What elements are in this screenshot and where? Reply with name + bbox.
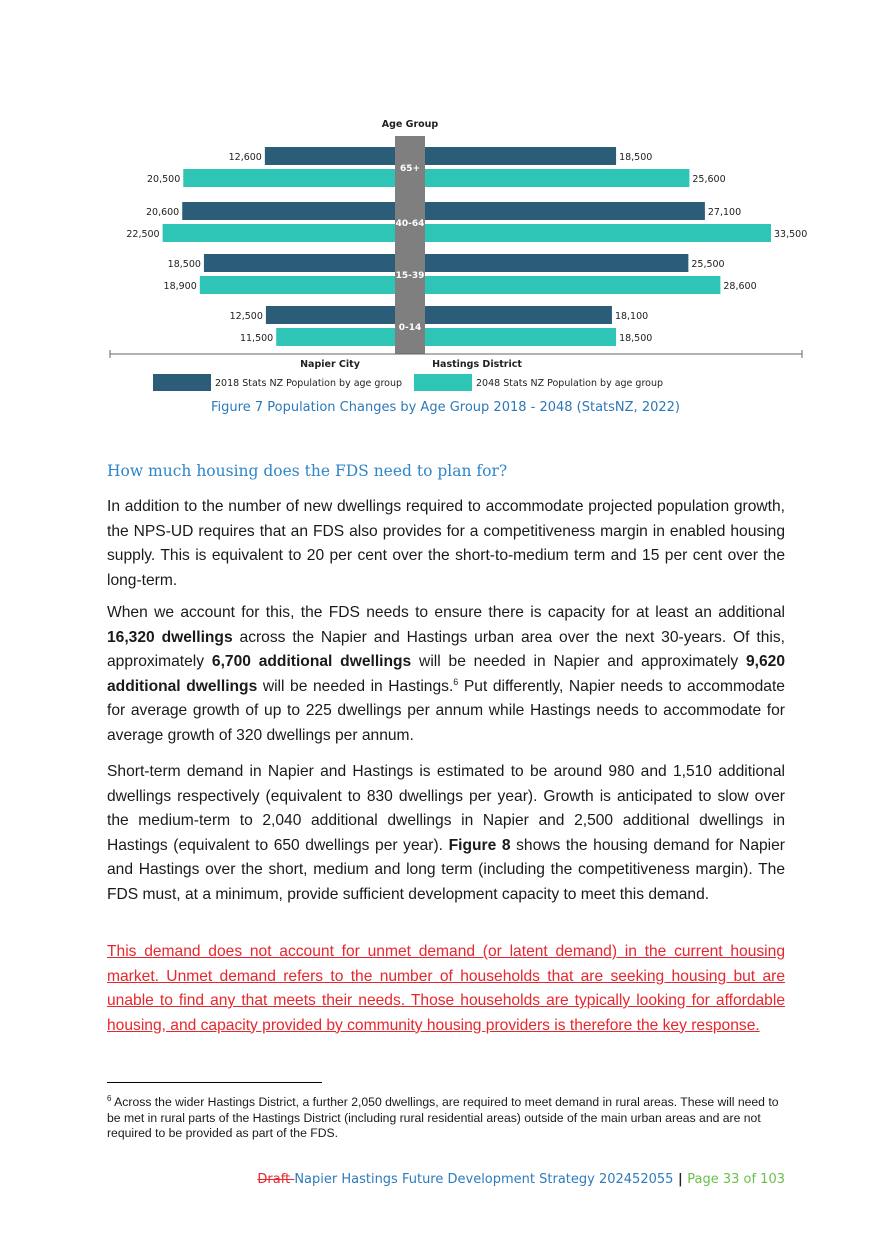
data-label-napier: 18,500 xyxy=(167,259,201,270)
bar-hastings xyxy=(425,224,771,242)
age-group-label: 65+ xyxy=(399,164,421,174)
age-group-label: 40-64 xyxy=(395,219,425,229)
bar-napier xyxy=(182,202,395,220)
data-label-napier: 12,500 xyxy=(229,311,263,322)
age-group-label: 15-39 xyxy=(395,271,425,281)
paragraph-capacity xyxy=(107,601,785,748)
footnote-divider xyxy=(107,1082,322,1083)
data-label-napier: 22,500 xyxy=(126,229,160,240)
footer-separator: | xyxy=(673,1172,688,1187)
bar-hastings xyxy=(425,276,720,294)
population-pyramid-chart xyxy=(0,0,891,400)
footer-page-number: Page 33 of 103 xyxy=(687,1172,785,1187)
bar-napier xyxy=(163,224,395,242)
bar-hastings xyxy=(425,306,612,324)
figure-reference: Figure 8 xyxy=(448,836,511,854)
bar-napier xyxy=(265,147,395,165)
footer-strike: Draft xyxy=(257,1172,295,1187)
data-label-hastings: 18,500 xyxy=(619,152,653,163)
bar-hastings xyxy=(425,169,689,187)
bar-hastings xyxy=(425,202,705,220)
age-group-label: 0-14 xyxy=(398,323,422,333)
napier-axis-label: Napier City xyxy=(300,359,360,370)
legend-label-2018: 2018 Stats NZ Population by age group xyxy=(215,378,403,389)
bar-napier xyxy=(276,328,395,346)
data-label-hastings: 33,500 xyxy=(774,229,808,240)
bar-hastings xyxy=(425,147,616,165)
data-label-hastings: 28,600 xyxy=(723,281,757,292)
page-footer xyxy=(257,1172,785,1187)
bar-napier xyxy=(183,169,395,187)
data-label-hastings: 27,100 xyxy=(707,207,742,218)
bar-napier xyxy=(204,254,395,272)
bar-napier xyxy=(266,306,395,324)
data-label-hastings: 25,600 xyxy=(692,174,726,185)
paragraph-short-term-demand xyxy=(107,760,785,907)
legend-swatch-2048 xyxy=(414,374,472,391)
text: shows the housing demand for Napier and Hastings over the short, medium and long term (including the competitiveness margin). The FDS must, at a minimum, provide sufficient development capacity to meet this demand. xyxy=(107,836,785,903)
chart-title: Age Group xyxy=(381,119,439,130)
legend-swatch-2018 xyxy=(153,374,211,391)
bar-hastings xyxy=(425,254,688,272)
data-label-napier: 18,900 xyxy=(163,281,197,292)
text: across the Napier and Hastings urban area over the next 30-years. Of this, approximately xyxy=(107,628,786,670)
data-label-hastings: 18,100 xyxy=(614,311,649,322)
text: Put differently, Napier needs to accommodate for average growth of up to 225 dwellings per annum while Hastings needs to accommodate for average growth of 320 dwellings per annum. xyxy=(107,677,785,744)
hastings-axis-label: Hastings District xyxy=(432,359,522,370)
footnote xyxy=(107,1091,785,1142)
data-label-napier: 20,600 xyxy=(145,207,180,218)
footnote-ref: 6 xyxy=(453,676,459,687)
bar-hastings xyxy=(425,328,616,346)
data-label-napier: 20,500 xyxy=(147,174,181,185)
bold-napier-dwellings: 6,700 additional dwellings xyxy=(211,653,412,670)
text: When we account for this, the FDS needs to ensure there is capacity for at least an additional xyxy=(107,604,785,621)
paragraph-unmet-demand: This demand does not account for unmet demand (or latent demand) in the current housing market. Unmet demand refers to the number of households that are seeking housing but are unable to find any that meets their needs. Those households are typically looking for affordable housing, and capacity provided by community housing providers is therefore the key response. xyxy=(107,943,785,1034)
section-heading: How much housing does the FDS need to plan for? xyxy=(107,462,508,480)
footnote-number: 6 xyxy=(107,1094,112,1103)
bar-napier xyxy=(200,276,395,294)
text: will be needed in Napier and approximately xyxy=(411,653,746,670)
footnote-text: Across the wider Hastings District, a further 2,050 dwellings, are required to meet demand in rural areas. These will need to be met in rural parts of the Hastings District (including rural residential areas) outside of the main urban areas and are not required to be provided as part of the FDS. xyxy=(107,1095,779,1141)
data-label-napier: 11,500 xyxy=(239,333,274,344)
text: Short-term demand in Napier and Hastings is estimated to be around 980 and 1,510 additional dwellings respectively (equivalent to 830 dwellings per year). Growth is anticipated to slow over the medium-term to 2,040 additional dwellings in Napier and 2,500 additional dwellings in Hastings (equivalent to 650 dwellings per year). xyxy=(107,763,785,854)
data-label-hastings: 18,500 xyxy=(619,333,653,344)
footer-title: Napier Hastings Future Development Strategy 202452055 xyxy=(294,1172,674,1187)
figure-caption: Figure 7 Population Changes by Age Group 2018 - 2048 (StatsNZ, 2022) xyxy=(211,400,680,415)
paragraph-competitiveness: In addition to the number of new dwellings required to accommodate projected population growth, the NPS-UD requires that an FDS also provides for a competitiveness margin in enabled housing supply. This is equivalent to 20 per cent over the short-to-medium term and 15 per cent over the long-term. xyxy=(107,498,785,589)
bold-hastings-dwellings: 9,620 additional dwellings xyxy=(107,653,785,695)
legend-label-2048: 2048 Stats NZ Population by age group xyxy=(476,378,664,389)
data-label-hastings: 25,500 xyxy=(691,259,725,270)
text: will be needed in Hastings. xyxy=(257,677,454,695)
data-label-napier: 12,600 xyxy=(228,152,262,163)
bold-total-dwellings: 16,320 dwellings xyxy=(107,628,233,646)
